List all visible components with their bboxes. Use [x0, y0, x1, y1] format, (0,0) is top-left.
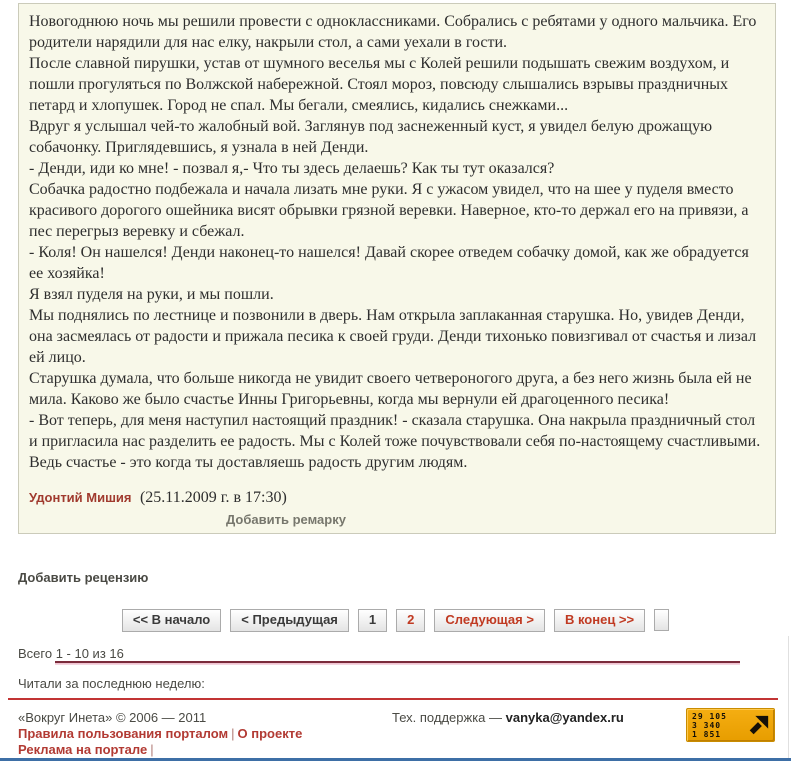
author-line [29, 489, 287, 507]
pagination-last-button[interactable]: В конец >> [554, 609, 645, 632]
story-paragraph: - Вот теперь, для меня наступил настоящий праздник! - сказала старушка. Она накрыла праздничный стол и пригласила нас разделить ее радость. Мы с Колей тоже почувствовали себя по-настоящему счастливыми. Ведь счастье - это когда ты доставляешь радость другим людям. [29, 412, 761, 471]
story-paragraph: После славной пирушки, устав от шумного веселья мы с Колей решили подышать свежим воздухом, и пошли прогуляться по Волжской набережной. Стоял мороз, повсюду слышались взрывы праздничных петард и хлопушек. Город не спал. Мы бегали, смеялись, кидались снежками... [29, 55, 730, 114]
copyright-text: «Вокруг Инета» © 2006 — 2011 [18, 710, 207, 725]
counter-value: 29 105 [692, 711, 727, 721]
pagination-spacer-button[interactable] [654, 609, 669, 631]
add-review-link[interactable]: Добавить рецензию [18, 570, 149, 585]
visit-counter-badge[interactable] [686, 708, 775, 742]
read-last-week-label: Читали за последнюю неделю: [18, 676, 205, 691]
story-paragraph: Мы поднялись по лестнице и позвонили в дверь. Нам открыла заплаканная старушка. Но, увидев Денди, она засмеялась от радости и прижала песика к своей груди. Денди тихонько повизгивал от счастья и лизал ей лицо. [29, 307, 757, 366]
story-paragraph: - Коля! Он нашелся! Денди наконец-то нашелся! Давай скорее отведем собачку домой, как же обрадуется ее хозяйка! [29, 244, 749, 282]
about-link[interactable]: О проекте [237, 726, 303, 741]
arrow-up-right-icon [748, 714, 770, 736]
pagination-page-2-button[interactable]: 2 [396, 609, 425, 632]
pagination-total-label: Всего 1 - 10 из 16 [18, 646, 124, 661]
story-text [19, 4, 775, 473]
story-panel [18, 3, 776, 534]
right-edge-line [788, 636, 789, 758]
story-paragraph: Старушка думала, что больше никогда не увидит своего четвероногого друга, а без него жизнь была ей не мила. Каково же было счастье Инны Григорьевны, когда мы вернули ей драгоценного песика! [29, 370, 752, 408]
story-paragraph: Вдруг я услышал чей-то жалобный вой. Заглянув под заснеженный куст, я увидел белую дрожащую собачонку. Приглядевшись, я узнала в ней Денди. [29, 118, 713, 156]
pagination-next-button[interactable]: Следующая > [434, 609, 545, 632]
pagination-page-1-button[interactable]: 1 [358, 609, 387, 632]
footer-divider [8, 698, 778, 700]
pagination-first-button[interactable]: << В начало [122, 609, 221, 632]
story-paragraph: Я взял пуделя на руки, и мы пошли. [29, 286, 274, 303]
pagination [0, 609, 791, 632]
story-paragraph: Новогоднюю ночь мы решили провести с одноклассниками. Собрались с ребятами у одного мальчика. Его родители нарядили для нас елку, накрыли стол, а сами уехали в гости. [29, 13, 757, 51]
author-link[interactable]: Удонтий Мишия [29, 490, 132, 505]
counter-value: 1 851 [692, 729, 722, 739]
story-paragraph: Собачка радостно подбежала и начала лизать мне руки. Я с ужасом увидел, что на шее у пуделя вместо красивого дорогого ошейника висят обрывки грязной веревки. Наверное, кто-то держал его на привязи, а пес перегрыз веревку и сбежал. [29, 181, 749, 240]
link-separator: | [150, 742, 154, 757]
counter-value: 3 340 [692, 720, 722, 730]
support-email-link[interactable]: vanyka@yandex.ru [505, 710, 624, 725]
footer-links-row-2 [18, 742, 157, 757]
pagination-prev-button[interactable]: < Предыдущая [230, 609, 349, 632]
support-line [392, 710, 624, 725]
counter-values [687, 710, 729, 741]
add-remark-link[interactable]: Добавить ремарку [226, 512, 346, 527]
advertising-link[interactable]: Реклама на портале [18, 742, 148, 757]
rules-link[interactable]: Правила пользования порталом [18, 726, 229, 741]
support-label: Тех. поддержка — [392, 710, 503, 725]
footer-links-row-1 [18, 726, 302, 741]
story-paragraph: - Денди, иди ко мне! - позвал я,- Что ты здесь делаешь? Как ты тут оказался? [29, 160, 555, 177]
link-separator: | [231, 726, 235, 741]
bottom-border-line [0, 758, 791, 761]
post-date: (25.11.2009 г. в 17:30) [139, 489, 287, 506]
divider-line [55, 661, 740, 665]
